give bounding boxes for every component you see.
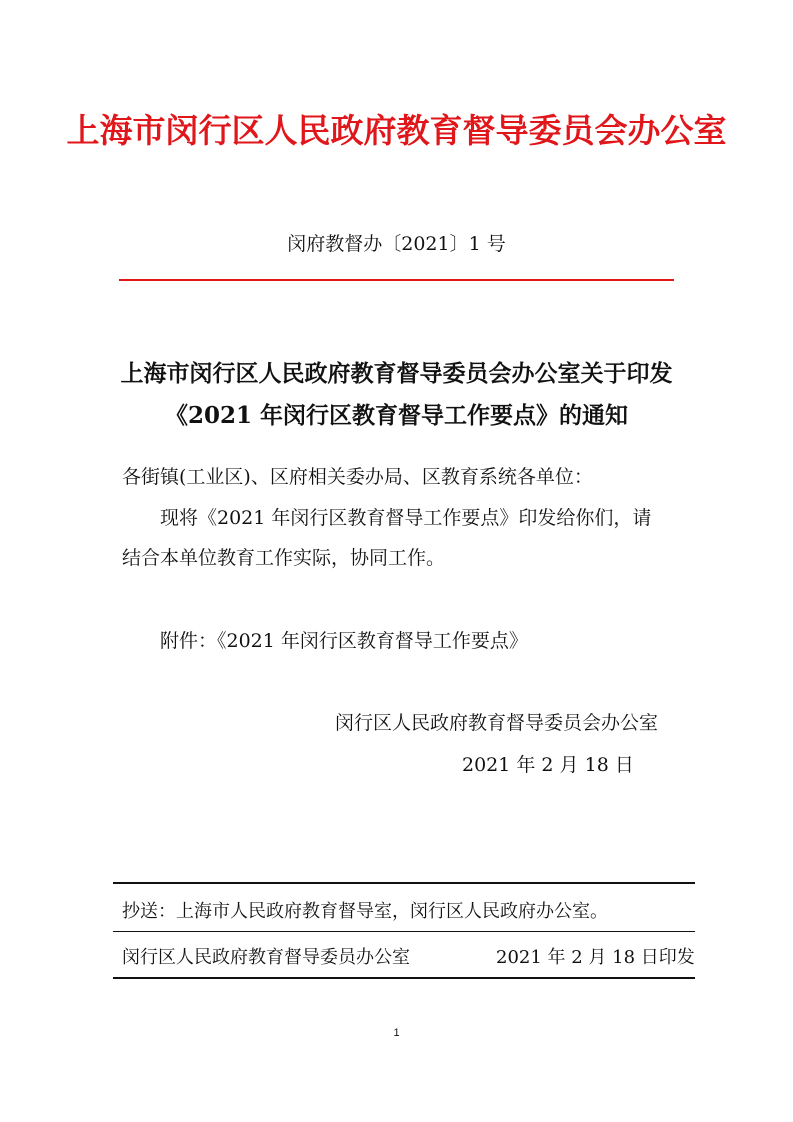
signature-organization: 闵行区人民政府教育督导委员会办公室 <box>335 712 659 734</box>
masthead-title: 上海市闵行区人民政府教育督导委员会办公室 <box>66 111 727 150</box>
page-number: 1 <box>393 1027 400 1039</box>
footer-rule-top <box>113 882 695 884</box>
body-paragraph-line-2: 结合本单位教育工作实际，协同工作。 <box>122 547 446 569</box>
document-number: 闵府教督办〔2021〕1 号 <box>287 233 506 255</box>
salutation: 各街镇(工业区)、区府相关委办局、区教育系统各单位： <box>122 466 593 488</box>
footer-rule-middle <box>113 931 695 932</box>
attachment-line: 附件：《2021 年闵行区教育督导工作要点》 <box>160 630 528 652</box>
notice-title-line-2: 《2021 年闵行区教育督导工作要点》的通知 <box>164 402 629 429</box>
body-paragraph-line-1: 现将《2021 年闵行区教育督导工作要点》印发给你们，请 <box>160 507 652 529</box>
cc-line: 抄送：上海市人民政府教育督导室，闵行区人民政府办公室。 <box>122 901 608 922</box>
issue-date: 2021 年 2 月 18 日印发 <box>496 947 695 968</box>
red-divider <box>119 279 674 281</box>
signature-date: 2021 年 2 月 18 日 <box>462 754 634 776</box>
notice-title-line-1: 上海市闵行区人民政府教育督导委员会办公室关于印发 <box>120 360 673 387</box>
issuer-organization: 闵行区人民政府教育督导委员办公室 <box>122 947 410 968</box>
footer-rule-bottom <box>113 977 695 979</box>
